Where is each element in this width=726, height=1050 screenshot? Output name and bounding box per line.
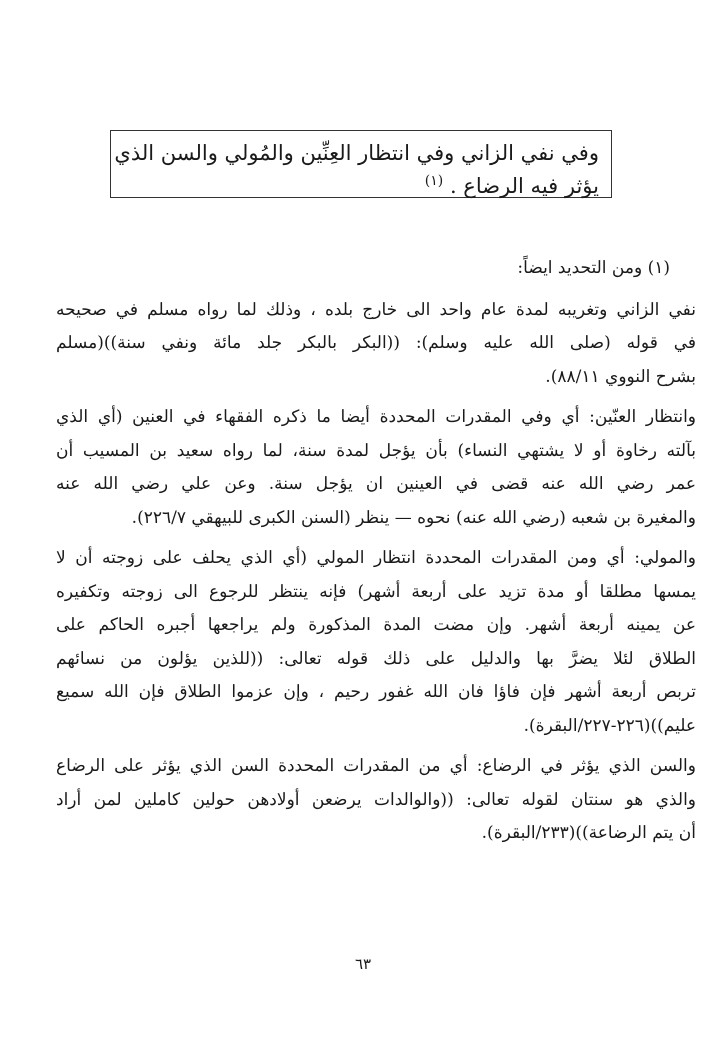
paragraph-line: عن يمينه أربعة أشهر. وإن مضت المدة المذكورة ولم يراجعها أجبره الحاكم على — [56, 615, 696, 635]
paragraph-line: والذي هو سنتان لقوله تعالى: ((والوالدات يرضعن أولادهن حولين كاملين لمن أراد — [56, 789, 696, 810]
heading-line-2-text: يؤثر فيه الرضاع . — [449, 174, 599, 198]
paragraph-line: الطلاق لئلا يضرَّ بها والدليل على ذلك قوله تعالى: ((للذين يؤلون من نسائهم — [56, 648, 696, 669]
paragraph-line: أن يتم الرضاعة))(٢٣٣/البقرة). — [481, 823, 696, 843]
footnote-intro: (١) ومن التحديد ايضاً: — [517, 258, 670, 278]
paragraph-line: عليم))(٢٢٦-٢٢٧/البقرة). — [523, 715, 696, 736]
paragraph-line: والسن الذي يؤثر في الرضاع: أي من المقدرات المحددة السن الذي يؤثر على الرضاع — [56, 756, 696, 776]
paragraph-line: تربص أربعة أشهر فإن فاؤا فان الله غفور رحيم ، وإن عزموا الطلاق فإن الله سميع — [56, 682, 696, 702]
paragraph-line: وانتظار العنّين: أي وفي المقدرات المحددة أيضا ما ذكره الفقهاء في العنين (أي الذي — [56, 407, 696, 427]
paragraph-innin — [56, 401, 696, 535]
paragraph-line: بآلته رخاوة أو لا يشتهي النساء) بأن يؤجل لمدة سنة، لما رواه سعيد بن المسيب أن — [56, 440, 696, 461]
paragraph-line: عمر رضي الله عنه قضى في العينين ان يؤجل سنة. وعن علي رضي الله عنه — [56, 474, 696, 494]
page-number: ٦٣ — [354, 955, 372, 973]
heading-line-2 — [123, 167, 599, 200]
heading-box — [110, 130, 612, 198]
paragraph-mawli — [56, 542, 696, 743]
paragraph-line: يمسها مطلقا أو مدة تزيد على أربعة أشهر) فإنه ينتظر للرجوع الى زوجته وتكفيره — [56, 581, 696, 602]
heading-line-1: وفي نفي الزاني وفي انتظار العِنِّين والمُولي والسن الذي — [114, 141, 599, 165]
paragraph-line: في قوله (صلى الله عليه وسلم): ((البكر بالبكر جلد مائة ونفي سنة))(مسلم — [56, 333, 696, 353]
footnote-body — [56, 252, 696, 858]
paragraph-line: نفي الزاني وتغريبه لمدة عام واحد الى خارج بلده ، وذلك لما رواه مسلم في صحيحه — [56, 299, 696, 320]
paragraph-line: والمغيرة بن شعبه (رضي الله عنه) نحوه — ينظر (السنن الكبرى للبيهقي ٢٢٦/٧). — [131, 507, 696, 528]
footnote-mark: (١) — [424, 173, 444, 189]
paragraph-line: بشرح النووي ٨٨/١١). — [545, 366, 696, 387]
paragraph-line: والمولي: أي ومن المقدرات المحددة انتظار المولي (أي الذي يحلف على زوجته أن لا — [56, 548, 696, 568]
paragraph-sinn — [56, 750, 696, 851]
paragraph-nafy — [56, 294, 696, 395]
